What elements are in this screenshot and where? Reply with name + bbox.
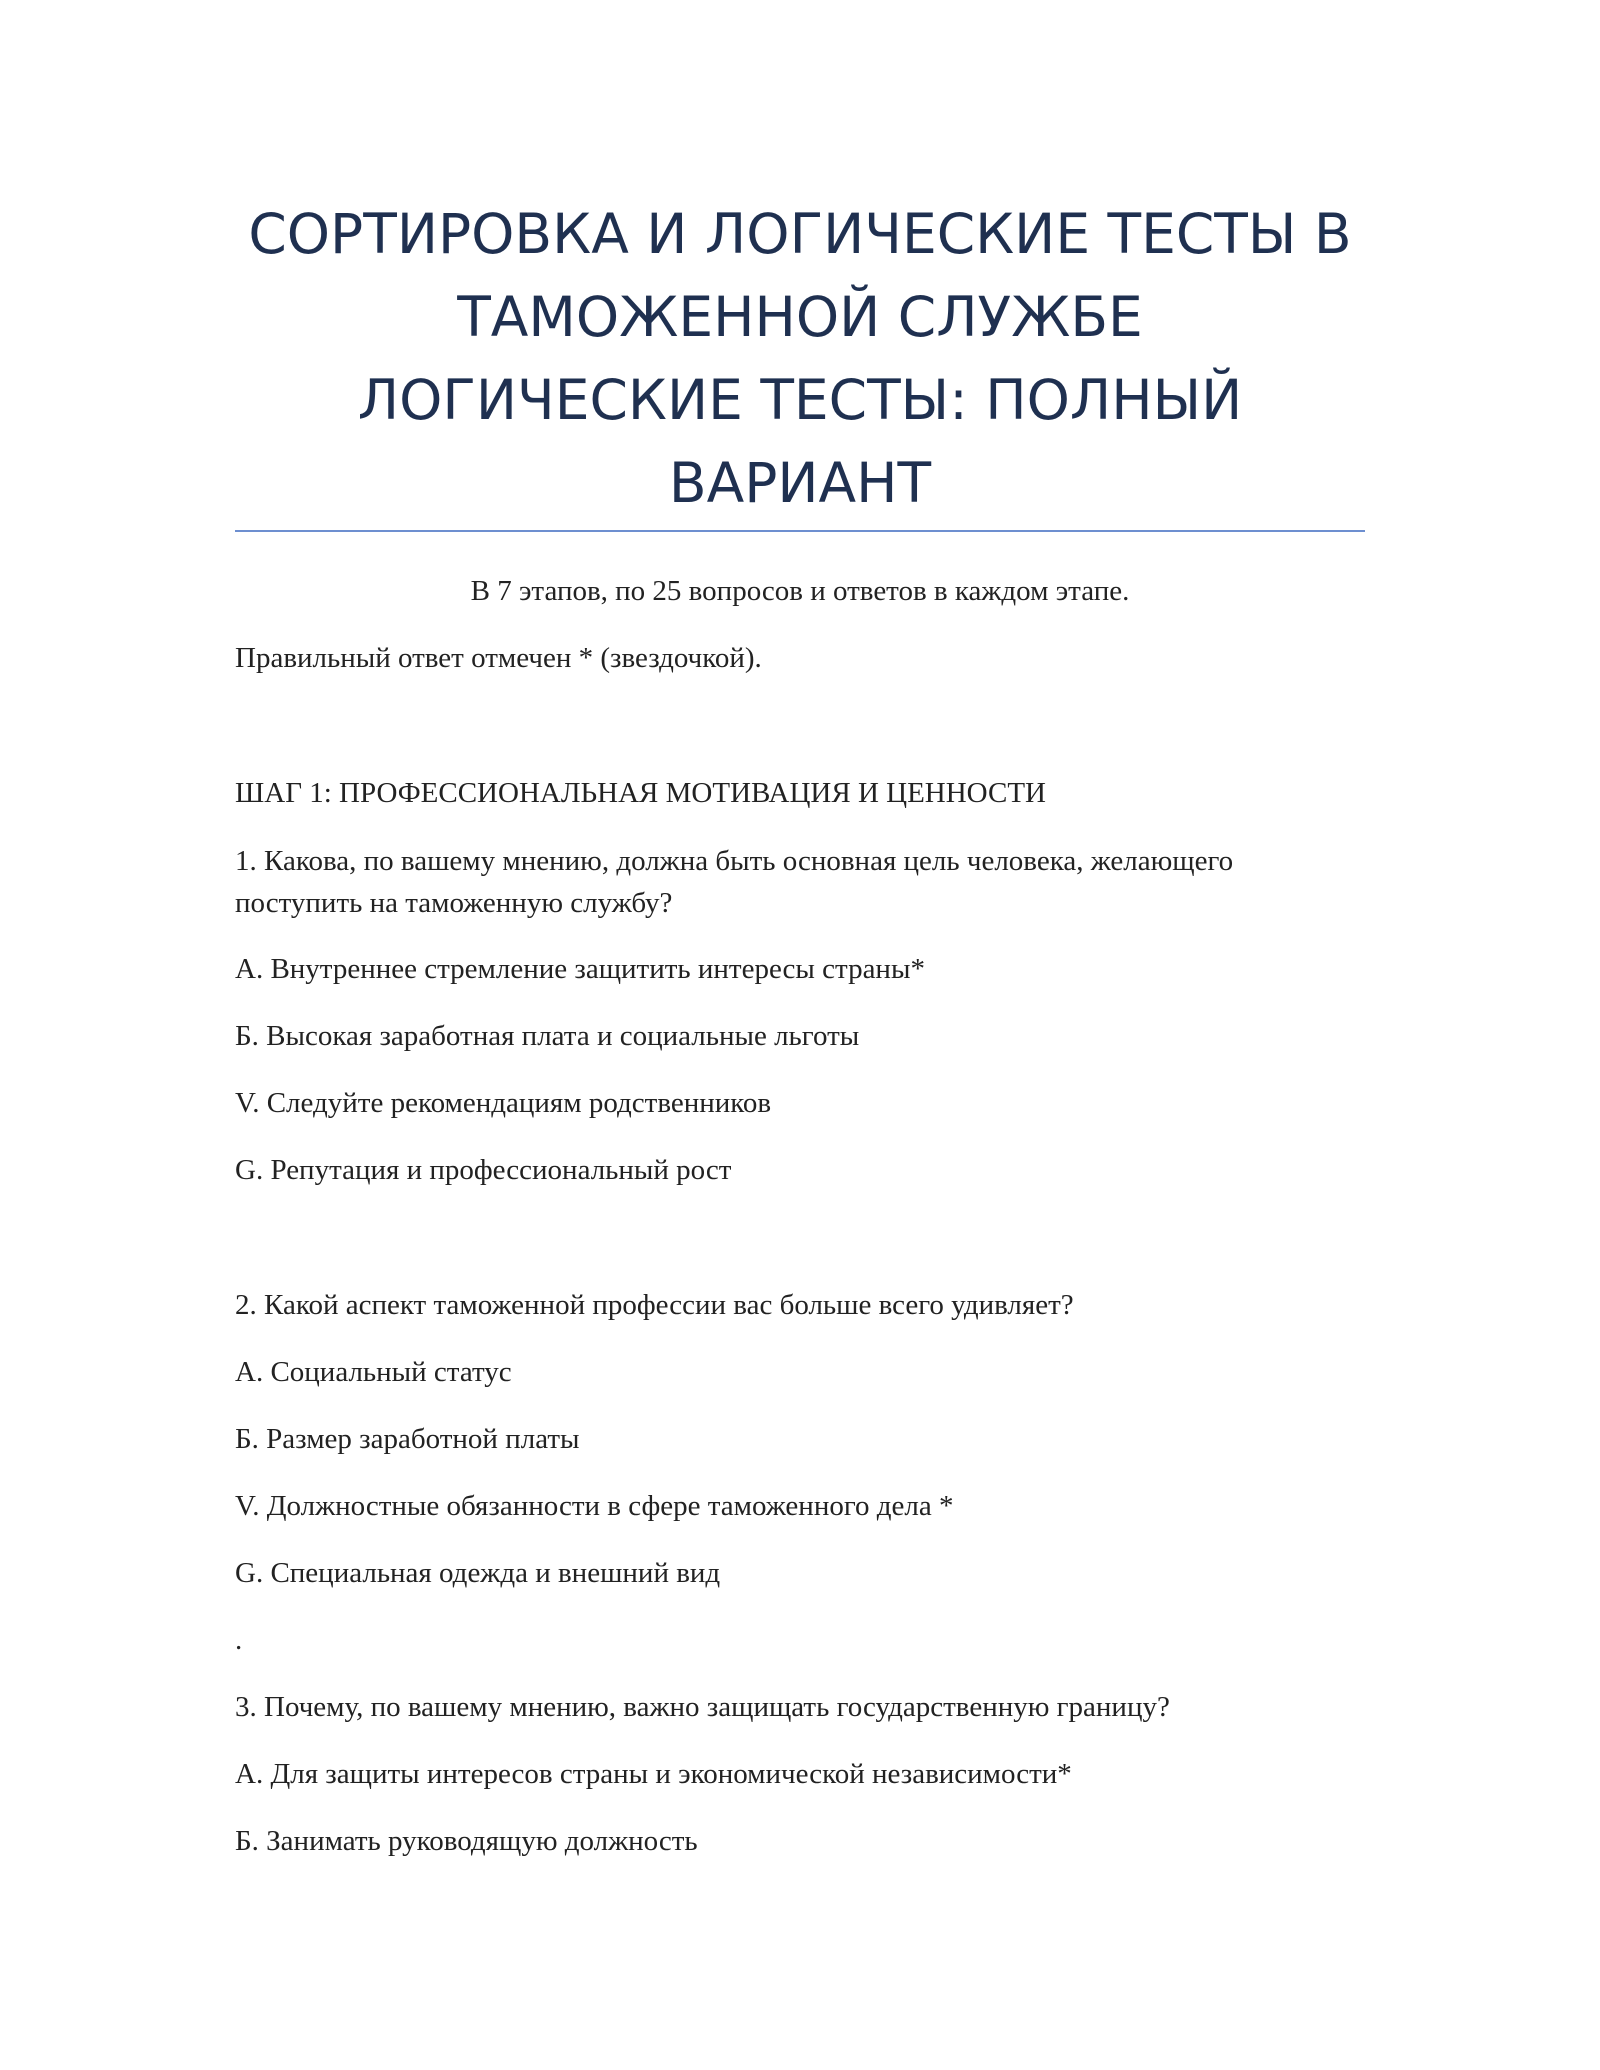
intro-note: Правильный ответ отмечен * (звездочкой). bbox=[235, 642, 762, 674]
document-title bbox=[235, 193, 1365, 525]
intro-stages: В 7 этапов, по 25 вопросов и ответов в каждом этапе. bbox=[470, 575, 1130, 607]
trailing-dot: . bbox=[235, 1624, 243, 1656]
answer-option: А. Для защиты интересов страны и экономической независимости* bbox=[235, 1758, 1072, 1790]
answer-option: V. Следуйте рекомендациям родственников bbox=[235, 1087, 772, 1119]
question-2-text: 2. Какой аспект таможенной профессии вас больше всего удивляет? bbox=[235, 1289, 1074, 1321]
title-divider bbox=[235, 530, 1365, 532]
title-line: ВАРИАНТ bbox=[668, 451, 932, 515]
answer-option: Б. Занимать руководящую должность bbox=[235, 1825, 698, 1857]
question-1-text-line-1: 1. Какова, по вашему мнению, должна быть основная цель человека, желающего bbox=[235, 845, 1234, 877]
answer-option: Б. Высокая заработная плата и социальные льготы bbox=[235, 1020, 860, 1052]
answer-option: G. Специальная одежда и внешний вид bbox=[235, 1557, 721, 1589]
step-heading: ШАГ 1: ПРОФЕССИОНАЛЬНАЯ МОТИВАЦИЯ И ЦЕННОСТИ bbox=[235, 777, 1046, 809]
answer-option: А. Социальный статус bbox=[235, 1356, 512, 1388]
answer-option: Б. Размер заработной платы bbox=[235, 1423, 580, 1455]
answer-option: А. Внутреннее стремление защитить интересы страны* bbox=[235, 953, 925, 985]
answer-option: V. Должностные обязанности в сфере таможенного дела * bbox=[235, 1490, 954, 1522]
question-3-text: 3. Почему, по вашему мнению, важно защищать государственную границу? bbox=[235, 1691, 1170, 1723]
question-1-text-line-2: поступить на таможенную службу? bbox=[235, 887, 673, 919]
answer-option: G. Репутация и профессиональный рост bbox=[235, 1154, 732, 1186]
title-line: СОРТИРОВКА И ЛОГИЧЕСКИЕ ТЕСТЫ В bbox=[248, 202, 1352, 266]
title-line: ЛОГИЧЕСКИЕ ТЕСТЫ: ПОЛНЫЙ bbox=[357, 368, 1243, 432]
title-line: ТАМОЖЕННОЙ СЛУЖБЕ bbox=[457, 285, 1143, 349]
